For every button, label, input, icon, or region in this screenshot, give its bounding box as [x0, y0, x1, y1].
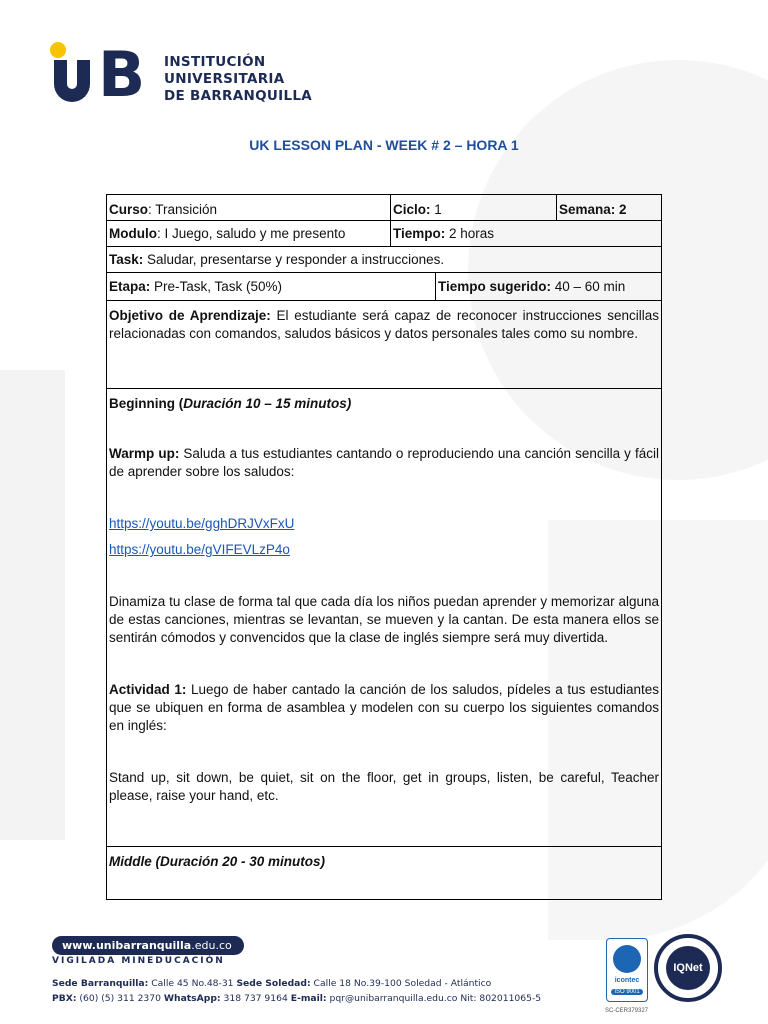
curso-cell: Curso: Transición — [109, 202, 218, 217]
youtube-link[interactable]: https://youtu.be/gVIFEVLzP4o — [109, 542, 290, 557]
logo-text: INSTITUCIÓN UNIVERSITARIA DE BARRANQUILLA — [164, 54, 313, 104]
website-pill: www.unibarranquilla.edu.co — [52, 936, 244, 955]
ciclo-cell: Ciclo: 1 — [390, 195, 556, 220]
table-row — [107, 273, 661, 301]
table-row — [107, 221, 661, 247]
warmup-paragraph: Warmp up: Saluda a tus estudiantes cantando o reproduciendo una canción sencilla y fácil de aprender sobre los saludos: — [109, 446, 659, 479]
semana-cell: Semana: 2 — [556, 195, 661, 220]
youtube-link[interactable]: https://youtu.be/gghDRJVxFxU — [109, 516, 295, 531]
lesson-plan-table — [106, 194, 662, 900]
table-row — [107, 195, 661, 221]
beginning-heading: Beginning (Duración 10 – 15 minutos) — [109, 396, 352, 411]
middle-heading: Middle (Duración 20 - 30 minutos) — [109, 854, 326, 869]
university-logo — [50, 38, 340, 111]
commands-paragraph: Stand up, sit down, be quiet, sit on the floor, get in groups, listen, be careful, Teacher please, raise your hand, etc. — [109, 770, 659, 803]
watermark-shape — [0, 370, 65, 840]
logo-dot-icon — [50, 42, 66, 58]
logo-u-icon — [54, 60, 90, 102]
table-row — [107, 389, 661, 847]
icontec-certification-icon: icontec ISO 9001 — [606, 938, 648, 1002]
task-cell: Task: Saludar, presentarse y responder a instrucciones. — [109, 252, 445, 267]
logo-b-icon: B — [98, 38, 146, 111]
address-block: Sede Barranquilla: Calle 45 No.48-31 Sede Soledad: Calle 18 No.39-100 Soledad - Atlántico PBX: (60) (5) 311 2370 WhatsApp: 318 737 9164 E-mail: pqr@unibarranquilla.edu.co Nit: 802011065-5 — [52, 978, 542, 1004]
objetivo-cell: Objetivo de Aprendizaje: El estudiante será capaz de reconocer instrucciones sencillas relacionadas con comandos, saludos básicos y datos personales tales como su nombre. — [109, 308, 659, 341]
modulo-cell: Modulo: I Juego, saludo y me presento — [109, 226, 346, 241]
table-row — [107, 247, 661, 273]
table-row — [107, 301, 661, 389]
tiempo-sugerido-cell: Tiempo sugerido: 40 – 60 min — [435, 273, 661, 300]
tiempo-cell: Tiempo: 2 horas — [390, 221, 661, 246]
etapa-cell: Etapa: Pre-Task, Task (50%) — [109, 279, 283, 294]
page-title: UK LESSON PLAN - WEEK # 2 – HORA 1 — [249, 137, 519, 153]
certificate-number: SC-CER379327 — [605, 1008, 649, 1014]
vigilada-text: VIGILADA MINEDUCACIÓN — [52, 956, 225, 966]
beginning-cell — [107, 389, 661, 846]
dinamiza-paragraph: Dinamiza tu clase de forma tal que cada día los niños puedan aprender y memorizar alguna de estas canciones, mientras se levantan, se mueven y la cantan. De esta manera ellos se sentirán cómodos y convencidos que la clase de inglés siempre será muy divertida. — [109, 594, 659, 645]
iqnet-certification-icon: IQNet — [654, 934, 722, 1002]
actividad-paragraph: Actividad 1: Luego de haber cantado la canción de los saludos, pídeles a tus estudiantes que se ubiquen en forma de asamblea y modelen con su cuerpo los siguientes comandos en inglés: — [109, 682, 659, 733]
footer — [52, 934, 542, 1004]
table-row — [107, 847, 661, 899]
